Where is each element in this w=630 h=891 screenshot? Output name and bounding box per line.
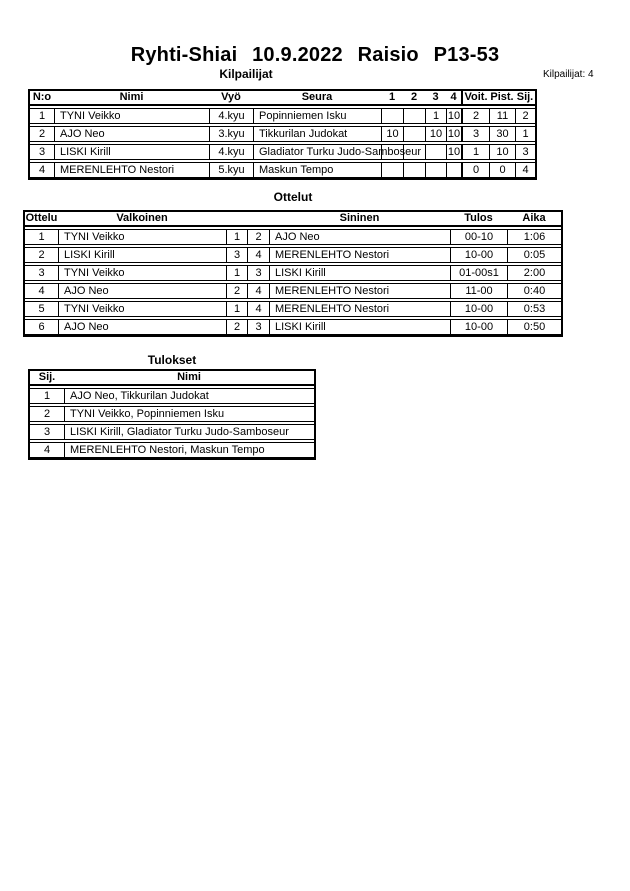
round1-score: [381, 163, 403, 177]
table-row: [30, 144, 535, 160]
white-competitor: LISKI Kirill: [58, 248, 226, 262]
match-no: 3: [38, 267, 45, 279]
competitor-place: 3: [515, 145, 535, 159]
table-row: [30, 388, 314, 404]
white-number: 1: [226, 302, 247, 316]
round2-score: [403, 109, 425, 123]
competitor-club: Maskun Tempo: [253, 163, 381, 177]
col-header-place: Sij.: [516, 91, 534, 103]
result-place: 3: [43, 426, 51, 438]
competitor-place: 1: [515, 127, 535, 141]
round3-score: [425, 145, 446, 159]
match-no: 2: [38, 249, 45, 261]
blue-number: 3: [247, 320, 269, 334]
blue-number: 3: [247, 266, 269, 280]
match-time: 1:06: [507, 230, 561, 244]
col-header-belt: Vyö: [221, 91, 241, 103]
table-row: [30, 442, 314, 458]
round1-score: 10: [381, 127, 403, 141]
col-header-white-no: [226, 212, 247, 225]
table-row: [25, 247, 561, 263]
blue-number: 2: [247, 230, 269, 244]
result-name: AJO Neo, Tikkurilan Judokat: [64, 389, 314, 403]
round4-score: 10: [447, 146, 461, 158]
blue-competitor: LISKI Kirill: [269, 266, 450, 280]
round2-score: [403, 127, 425, 141]
result-place: 4: [43, 444, 51, 456]
result-place: 2: [43, 408, 51, 420]
col-header-wins: Voit.: [461, 91, 489, 104]
competitor-no: 2: [38, 128, 46, 140]
round1-score: [381, 145, 403, 159]
competitor-wins: 0: [461, 163, 489, 177]
competitor-wins: 2: [461, 109, 489, 123]
matches-section-title: Ottelut: [273, 190, 313, 204]
col-header-round4: 4: [450, 91, 457, 103]
competitor-place: 2: [515, 109, 535, 123]
col-header-blue-no: [247, 212, 269, 225]
page-title: Ryhti-Shiai 10.9.2022 Raisio P13-53: [130, 44, 500, 66]
competitors-section-title: Kilpailijat: [219, 67, 273, 81]
competitor-club: Gladiator Turku Judo-Samboseur: [253, 145, 381, 159]
table-row: [30, 162, 535, 178]
table-row: [30, 424, 314, 440]
blue-competitor: MERENLEHTO Nestori: [269, 284, 450, 298]
col-header-points: Pist.: [490, 91, 514, 103]
blue-competitor: MERENLEHTO Nestori: [269, 248, 450, 262]
competitor-club: Tikkurilan Judokat: [253, 127, 381, 141]
match-no: 1: [38, 231, 45, 243]
competitor-no: 4: [38, 164, 46, 176]
match-result: 10-00: [450, 302, 507, 316]
match-time: 2:00: [507, 266, 561, 280]
competitor-belt: 4.kyu: [209, 109, 253, 123]
col-header-round1: 1: [388, 91, 396, 103]
table-row: [25, 301, 561, 317]
match-no: 5: [38, 303, 45, 315]
result-name: LISKI Kirill, Gladiator Turku Judo-Samboseur: [64, 425, 314, 439]
round4-score: 10: [447, 128, 461, 140]
competitor-belt: 5.kyu: [209, 163, 253, 177]
col-header-name: Nimi: [177, 371, 201, 383]
match-result: 01-00s1: [450, 266, 507, 280]
competitor-name: AJO Neo: [54, 127, 209, 141]
results-header-row: [30, 371, 314, 386]
match-no: 6: [38, 321, 45, 333]
col-header-no: N:o: [32, 91, 52, 103]
results-section-title: Tulokset: [147, 353, 197, 367]
round4-score: 10: [447, 110, 461, 122]
result-place: 1: [43, 390, 51, 402]
table-row: [30, 406, 314, 422]
match-time: 0:05: [507, 248, 561, 262]
round3-score: [425, 163, 446, 177]
match-time: 0:50: [507, 320, 561, 334]
col-header-club: Seura: [301, 91, 333, 103]
white-competitor: AJO Neo: [58, 320, 226, 334]
blue-number: 4: [247, 302, 269, 316]
table-row: [30, 126, 535, 142]
round2-score: [403, 145, 425, 159]
col-header-round3: 3: [432, 91, 439, 103]
white-competitor: TYNI Veikko: [58, 266, 226, 280]
competitor-count: Kilpailijat: 4: [543, 69, 594, 80]
results-table: [28, 369, 316, 460]
competitor-no: 1: [38, 110, 46, 122]
competitor-points: 11: [489, 109, 515, 123]
col-header-match: Ottelu: [25, 212, 58, 224]
competitors-header-row: [30, 91, 535, 106]
white-competitor: TYNI Veikko: [58, 302, 226, 316]
competitor-belt: 3.kyu: [209, 127, 253, 141]
competitor-wins: 1: [461, 145, 489, 159]
match-result: 00-10: [450, 230, 507, 244]
table-row: [25, 265, 561, 281]
white-competitor: AJO Neo: [58, 284, 226, 298]
round1-score: [381, 109, 403, 123]
result-name: MERENLEHTO Nestori, Maskun Tempo: [64, 443, 314, 457]
table-row: [25, 319, 561, 335]
competitor-name: LISKI Kirill: [54, 145, 209, 159]
white-number: 1: [226, 266, 247, 280]
competitor-name: TYNI Veikko: [54, 109, 209, 123]
competitors-table: [28, 89, 537, 180]
col-header-white: Valkoinen: [116, 212, 168, 224]
competitor-place: 4: [515, 163, 535, 177]
matches-table: [23, 210, 563, 337]
table-row: [30, 108, 535, 124]
white-number: 1: [226, 230, 247, 244]
col-header-blue: Sininen: [339, 212, 380, 224]
match-time: 0:40: [507, 284, 561, 298]
col-header-name: Nimi: [119, 91, 144, 103]
competitor-belt: 4.kyu: [209, 145, 253, 159]
round2-score: [403, 163, 425, 177]
blue-number: 4: [247, 284, 269, 298]
col-header-round2: 2: [410, 91, 418, 103]
table-row: [25, 283, 561, 299]
col-header-result: Tulos: [464, 212, 493, 224]
table-row: [25, 229, 561, 245]
blue-competitor: AJO Neo: [269, 230, 450, 244]
white-number: 2: [226, 284, 247, 298]
white-competitor: TYNI Veikko: [58, 230, 226, 244]
match-time: 0:53: [507, 302, 561, 316]
round3-score: 1: [425, 109, 446, 123]
competitor-points: 30: [489, 127, 515, 141]
white-number: 3: [226, 248, 247, 262]
blue-competitor: MERENLEHTO Nestori: [269, 302, 450, 316]
match-no: 4: [38, 285, 45, 297]
blue-competitor: LISKI Kirill: [269, 320, 450, 334]
matches-header-row: [25, 212, 561, 227]
competitor-no: 3: [38, 146, 46, 158]
round3-score: 10: [425, 127, 446, 141]
col-header-time: Aika: [522, 212, 546, 224]
match-result: 11-00: [450, 284, 507, 298]
competitor-points: 0: [489, 163, 515, 177]
round4-score: [446, 163, 461, 177]
match-result: 10-00: [450, 248, 507, 262]
competitor-wins: 3: [461, 127, 489, 141]
white-number: 2: [226, 320, 247, 334]
competitor-points: 10: [489, 145, 515, 159]
blue-number: 4: [247, 248, 269, 262]
match-result: 10-00: [450, 320, 507, 334]
competitor-club: Popinniemen Isku: [253, 109, 381, 123]
competitor-name: MERENLEHTO Nestori: [54, 163, 209, 177]
result-name: TYNI Veikko, Popinniemen Isku: [64, 407, 314, 421]
col-header-place: Sij.: [38, 371, 56, 383]
